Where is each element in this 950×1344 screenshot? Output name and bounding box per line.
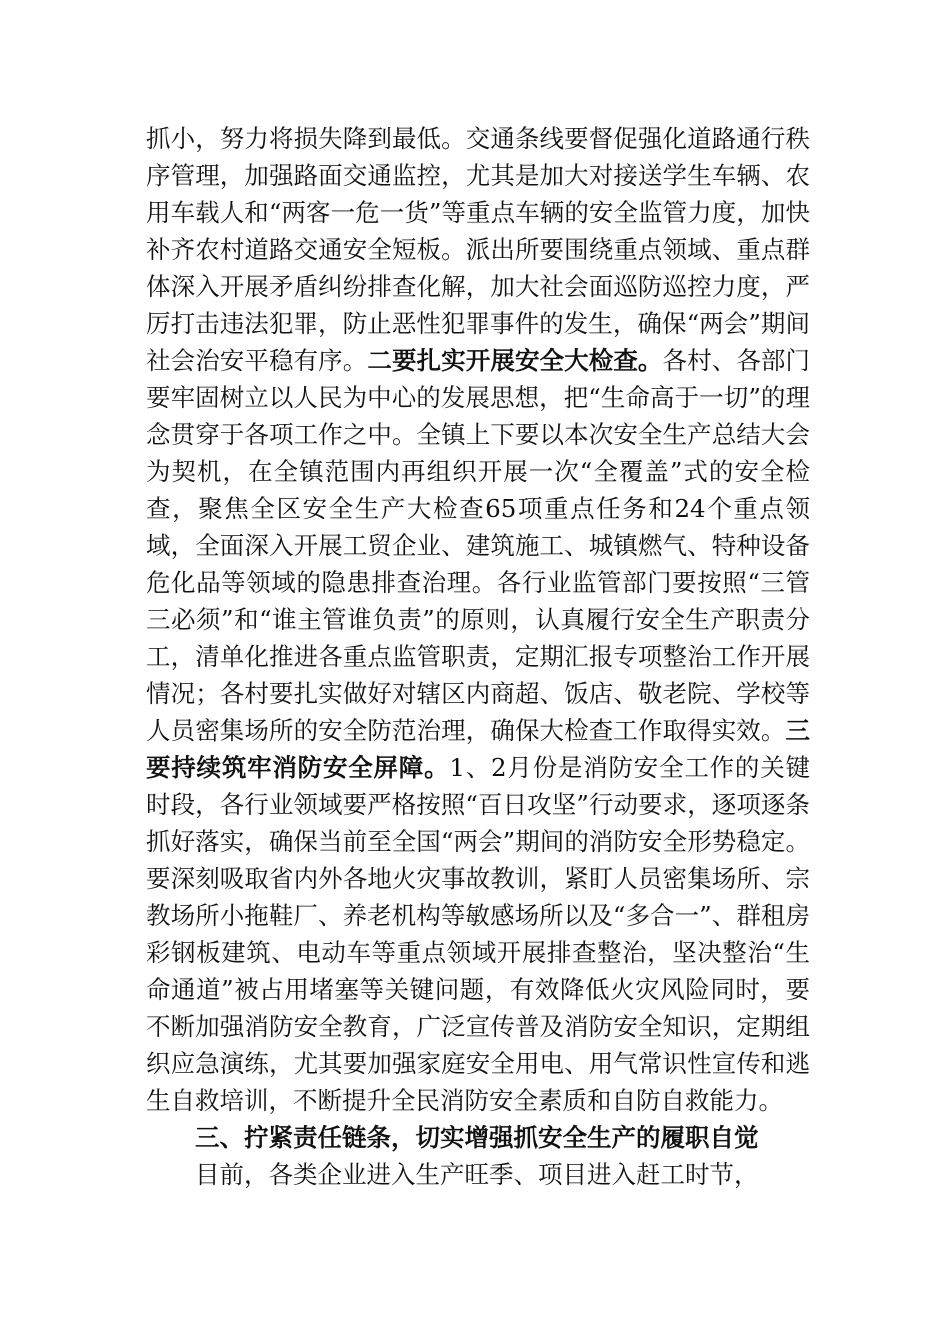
paragraph-text: 各村、各部门要牢固树立以人民为中心的发展思想，把“生命高于一切”的理念贯穿于各项工作之中。全镇上下要以本次安全生产总结大会为契机，在全镇范围内再组织开展一次“全覆盖”式的安全检查，聚焦全区安全生产大检查65项重点任务和24个重点领域，全面深入开展工贸企业、建筑施工、城镇燃气、特种设备危化品等领域的隐患排查治理。各行业监管部门要按照“三管三必须”和“谁主管谁负责”的原则，认真履行安全生产职责分工，清单化推进各重点监管职责，定期汇报专项整治工作开展情况；各村要扎实做好对辖区内商超、饭店、敬老院、学校等人员密集场所的安全防范治理，确保大检查工作取得实效。 [146, 346, 811, 745]
paragraph-text: 抓小，努力将损失降到最低。交通条线要督促强化道路通行秩序管理，加强路面交通监控，尤其是加大对接送学生车辆、农用车载人和“两客一危一货”等重点车辆的安全监管力度，加快补齐农村道路交通安全短板。派出所要围绕重点领域、重点群体深入开展矛盾纠纷排查化解，加大社会面巡防巡控力度，严厉打击违法犯罪，防止恶性犯罪事件的发生，确保“两会”期间社会治安平稳有序。 [146, 124, 810, 375]
body-paragraph [146, 120, 810, 1119]
section-heading: 三、拧紧责任链条，切实增强抓安全生产的履职自觉 [195, 1123, 759, 1152]
document-body [146, 120, 810, 1193]
body-paragraph: 目前，各类企业进入生产旺季、项目进入赶工时节， [195, 1160, 759, 1189]
bold-subheading: 二要扎实开展安全大检查。 [367, 346, 663, 375]
paragraph-text: 1、2月份是消防安全工作的关键时段，各行业领域要严格按照“百日攻坚”行动要求，逐项逐条抓好落实，确保当前至全国“两会”期间的消防安全形势稳定。要深刻吸取省内外各地火灾事故教训，紧盯人员密集场所、宗教场所小拖鞋厂、养老机构等敏感场所以及“多合一”、群租房彩钢板建筑、电动车等重点领域开展排查整治，坚决整治“生命通道”被占用堵塞等关键问题，有效降低火灾风险同时，要不断加强消防安全教育，广泛宣传普及消防安全知识，定期组织应急演练，尤其要加强家庭安全用电、用气常识性宣传和逃生自救培训，不断提升全民消防安全素质和自防自救能力。 [146, 753, 810, 1115]
bold-subheading: 三要持续筑牢消防安全屏障。 [146, 716, 810, 782]
